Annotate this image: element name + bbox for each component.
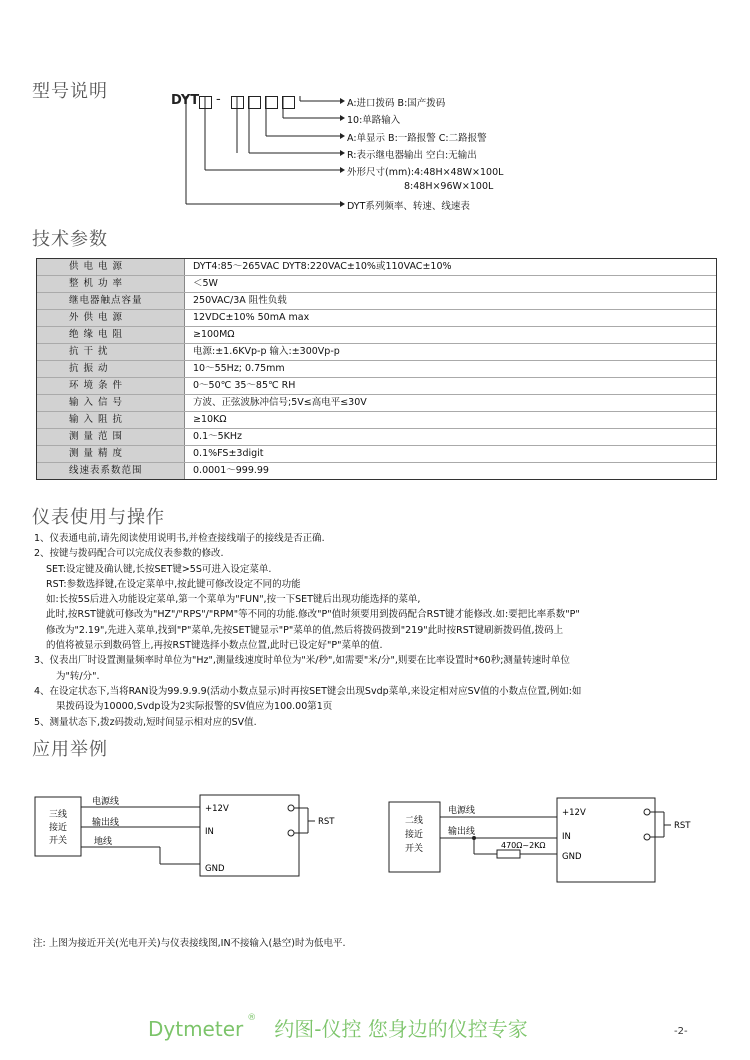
- wiring-note: 注: 上图为接近开关(光电开关)与仪表接线图,IN不接输入(悬空)时为低电平.: [33, 938, 346, 949]
- spec-key: 抗 振 动: [37, 361, 185, 377]
- model-label-alarm: A:单显示 B:一路报警 C:二路报警: [347, 133, 487, 144]
- operation-line: 1、仪表通电前,请先阅读使用说明书,并检查接线端子的接线是否正确.: [34, 533, 325, 544]
- operation-line: 3、仪表出厂时设置测量频率时单位为"Hz",测量线速度时单位为"米/秒",如需要"米/分",则要在比率设置时*60秒;测量转速时单位: [34, 655, 570, 667]
- operation-line: 如:长按5S后进入功能设定菜单,第一个菜单为"FUN",按一下SET键后出现功能选择的菜单,: [46, 594, 421, 606]
- model-label-dial: A:进口拨码 B:国产拨码: [347, 98, 446, 109]
- spec-row: [37, 394, 716, 411]
- d2-terminal-gnd: GND: [562, 852, 582, 862]
- d2-wire-output-label: 输出线: [448, 827, 476, 837]
- model-label-size: 外形尺寸(mm):4:48H×48W×100L: [347, 167, 504, 178]
- d1-terminal-12v: +12V: [205, 804, 229, 814]
- spec-value: 方波、正弦波脉冲信号;5V≤高电平≤30V: [193, 397, 367, 408]
- spec-row: [37, 360, 716, 377]
- spec-key: 绝 缘 电 阻: [37, 327, 185, 343]
- operation-line: 果拨码设为10000,Svdp设为2实际报警的SV值应为100.00第1页: [56, 701, 333, 713]
- spec-key: 继电器触点容量: [37, 293, 185, 309]
- d1-wire-power-label: 电源线: [92, 797, 120, 807]
- d2-sensor-line-1: 二线: [404, 816, 424, 826]
- spec-key: 输 入 信 号: [37, 395, 185, 411]
- model-dash: -: [216, 92, 221, 107]
- d1-wire-ground-label: 地线: [94, 837, 113, 847]
- spec-row: [37, 275, 716, 292]
- d1-sensor-line-2: 接近: [48, 823, 68, 833]
- operation-line: 修改为"2.19",先进入菜单,找到"P"菜单,先按SET键显示"P"菜单的值,然后将拨码拨到"219"此时按RST键刷新拨码值,拨码上: [46, 624, 564, 636]
- registered-mark: ®: [247, 1013, 257, 1023]
- page-number: -2-: [674, 1026, 688, 1037]
- spec-key: 测 量 范 围: [37, 429, 185, 445]
- model-label-series: DYT系列频率、转速、线速表: [347, 201, 470, 212]
- spec-row: [37, 428, 716, 445]
- section-title-specs: 技术参数: [32, 229, 108, 250]
- d2-sensor-line-2: 接近: [404, 830, 424, 840]
- operation-line: RST:参数选择键,在设定菜单中,按此键可修改设定不同的功能: [46, 578, 301, 590]
- spec-value: 10～55Hz; 0.75mm: [193, 363, 285, 374]
- spec-table: [36, 258, 717, 480]
- spec-key: 抗 干 扰: [37, 344, 185, 360]
- spec-key: 输 入 阻 抗: [37, 412, 185, 428]
- model-box-size: [199, 96, 212, 109]
- section-title-operation: 仪表使用与操作: [32, 507, 165, 528]
- spec-row: [37, 343, 716, 360]
- spec-key: 环 境 条 件: [37, 378, 185, 394]
- spec-value: 250VAC/3A 阻性负载: [193, 295, 287, 306]
- spec-value: DYT4:85～265VAC DYT8:220VAC±10%或110VAC±10%: [193, 261, 452, 272]
- model-box-dial: [282, 96, 295, 109]
- spec-key: 线速表系数范围: [37, 463, 185, 479]
- operation-line: 5、测量状态下,拨z码拨动,短时间显示相对应的SV值.: [34, 716, 257, 728]
- spec-value: 电源:±1.6KVp-p 输入:±300Vp-p: [193, 346, 340, 357]
- model-label-size-alt: 8:48H×96W×100L: [404, 181, 494, 192]
- spec-key: 外 供 电 源: [37, 310, 185, 326]
- d1-wire-output-label: 输出线: [92, 818, 120, 828]
- d2-terminal-12v: +12V: [562, 808, 586, 818]
- d2-rst-label: RST: [674, 821, 691, 831]
- operation-line: 的值将被显示到数码管上,再按RST键选择小数点位置,此时已设定好"P"菜单的值.: [46, 640, 383, 652]
- spec-value: ＜5W: [193, 278, 218, 289]
- spec-value: 0～50℃ 35～85℃ RH: [193, 380, 296, 391]
- model-label-relay: R:表示继电器输出 空白:无输出: [347, 150, 477, 161]
- spec-key: 测 量 精 度: [37, 446, 185, 462]
- spec-row: [37, 292, 716, 309]
- section-title-examples: 应用举例: [32, 739, 108, 760]
- brand-name: Dytmeter: [148, 1017, 244, 1041]
- d1-rst-label: RST: [318, 817, 335, 827]
- spec-row: [37, 259, 716, 275]
- spec-key: 供 电 电 源: [37, 259, 185, 275]
- section-title-model: 型号说明: [32, 81, 108, 102]
- operation-line: 2、按键与拨码配合可以完成仪表参数的修改.: [34, 548, 224, 560]
- d1-terminal-in: IN: [205, 827, 214, 837]
- spec-row: [37, 326, 716, 343]
- spec-key: 整 机 功 率: [37, 276, 185, 292]
- wiring-diagram-two-wire: [0, 780, 750, 900]
- spec-value: ≥100MΩ: [193, 329, 235, 340]
- spec-row: [37, 445, 716, 462]
- spec-value: 0.1%FS±3digit: [193, 448, 264, 459]
- d1-sensor-line-1: 三线: [48, 810, 68, 820]
- model-box-relay: [231, 96, 244, 109]
- model-box-alarm: [248, 96, 261, 109]
- d1-terminal-gnd: GND: [205, 864, 225, 874]
- operation-line: 4、在设定状态下,当将RAN设为99.9.9.9(活动小数点显示)时再按SET键会出现Svdp菜单,来设定相对应SV值的小数点位置,例如:如: [34, 685, 582, 697]
- spec-row: [37, 377, 716, 394]
- operation-line: SET:设定键及确认键,长按SET键>5S可进入设定菜单.: [46, 563, 272, 575]
- d1-sensor-line-3: 开关: [48, 836, 68, 846]
- spec-value: 0.0001～999.99: [193, 465, 269, 476]
- d2-sensor-line-3: 开关: [404, 844, 424, 854]
- spec-row: [37, 462, 716, 479]
- spec-value: ≥10KΩ: [193, 414, 227, 425]
- model-label-input: 10:单路输入: [347, 115, 401, 126]
- operation-line: 此时,按RST键就可修改为"HZ"/"RPS"/"RPM"等不同的功能.修改"P"值时须要用到拨码配合RST键才能修改.如:要把比率系数"P": [46, 609, 580, 621]
- spec-row: [37, 309, 716, 326]
- model-box-input: [265, 96, 278, 109]
- footer-brand: [148, 1013, 528, 1042]
- d2-resistor-label: 470Ω~2KΩ: [501, 841, 546, 850]
- d2-terminal-in: IN: [562, 832, 571, 842]
- d2-wire-power-label: 电源线: [448, 806, 476, 816]
- spec-value: 12VDC±10% 50mA max: [193, 312, 310, 323]
- brand-slogan: 约图-仪控 您身边的仪控专家: [274, 1017, 528, 1041]
- spec-row: [37, 411, 716, 428]
- spec-value: 0.1～5KHz: [193, 431, 243, 442]
- operation-list: [34, 531, 724, 730]
- model-prefix: DYT: [171, 93, 200, 108]
- operation-line: 为"转/分".: [56, 670, 100, 682]
